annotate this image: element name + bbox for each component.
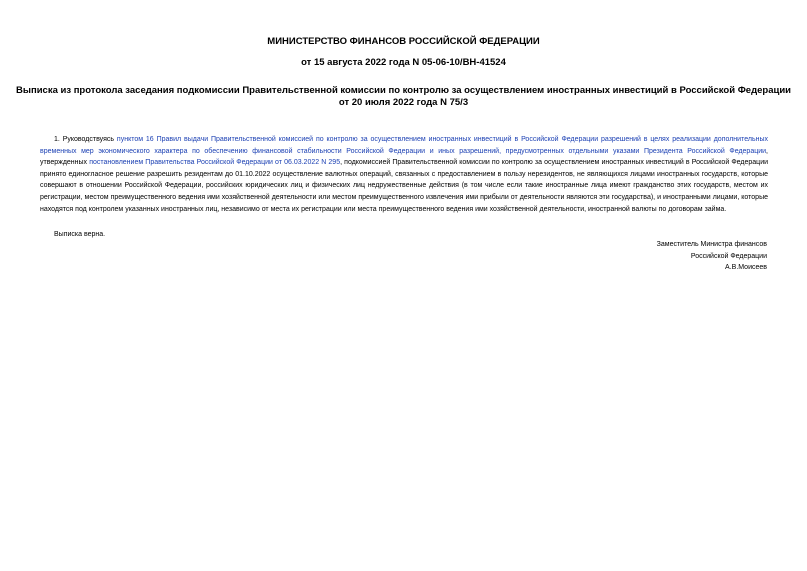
signature-position-line2: Российской Федерации — [690, 252, 767, 260]
regulation-link[interactable]: пунктом 16 Правил выдачи Правительственной комиссией по контролю за осуществлением иностранных инвестиций в Российской Федерации разрешений в целях реализации дополнительных временных мер экономического характера по обеспечению финансовой стабильности Российской Федерации и иных разрешений, предусмотренных отдельными указами Президента Российской Федерации — [40, 136, 768, 155]
resolution-link[interactable]: постановлением Правительства Российской Федерации от 06.03.2022 N 295 — [89, 159, 341, 167]
document-title-line2: от 20 июля 2022 года N 75/3 — [338, 97, 469, 108]
signature-position-line1: Заместитель Министра финансов — [656, 241, 767, 248]
signature-block — [467, 239, 767, 274]
signature-name: А.В.Моисеев — [725, 264, 767, 272]
document-title — [0, 85, 807, 109]
ministry-name: МИНИСТЕРСТВО ФИНАНСОВ РОССИЙСКОЙ ФЕДЕРАЦИИ — [267, 36, 540, 47]
verified-note: Выписка верна. — [54, 231, 106, 238]
paragraph-1-rest: , подкомиссией Правительственной комиссии по контролю за осуществлением иностранных инвестиций в Российской Федерации принято единогласное решение разрешить резидентам до 01.10.2022 осуществление валютных операций, связанных с предоставлением в пользу нерезидентов, не являющихся лицами иностранных государств, которые совершают в отношении Российской Федерации, российских юридических лиц и физических лиц недружественные действия (в том числе если такие иностранные лица имеют гражданство этих государств, местом их регистрации, местом преимущественного ведения ими хозяйственной деятельности или местом преимущественного извлечения ими прибыли от деятельности являются эти государства), и иностранными лицами, которые находятся под контролем указанных иностранных лиц, независимо от места их регистрации или места преимущественного ведения ими хозяйственной деятельности, иностранной валюты по договорам займа. — [40, 159, 769, 213]
paragraph-1 — [40, 134, 768, 215]
document-title-line1: Выписка из протокола заседания подкомиссии Правительственной комиссии по контролю за осуществлением иностранных инвестиций в Российской Федерации — [15, 85, 792, 96]
document-date-number: от 15 августа 2022 года N 05-06-10/ВН-41524 — [301, 57, 506, 68]
paragraph-1-prefix: 1. Руководствуясь — [54, 136, 117, 143]
paragraph-1-mid: , утвержденных — [40, 147, 768, 167]
